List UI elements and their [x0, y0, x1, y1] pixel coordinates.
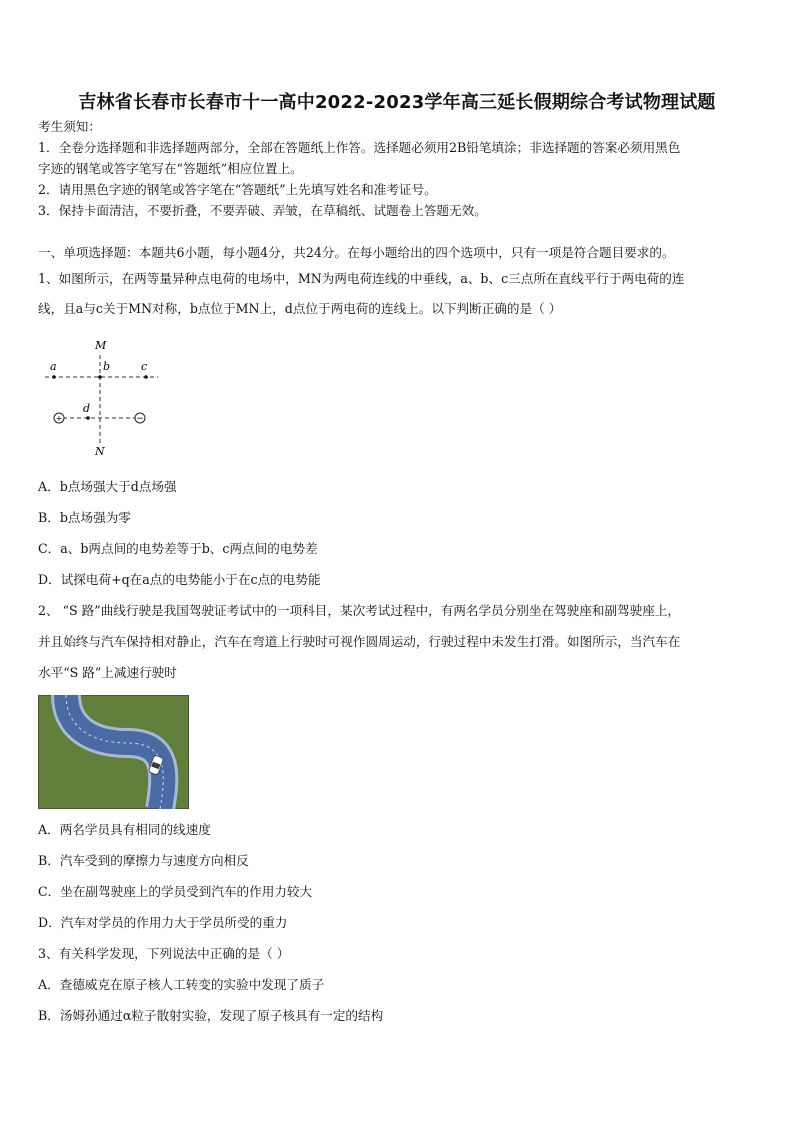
label-b: b — [103, 360, 111, 373]
notice-item-1: 1．全卷分选择题和非选择题两部分，全部在答题纸上作答。选择题必须用2B铅笔填涂；非选择题的答案必须用黑色 — [38, 140, 681, 155]
q1-option-d: D．试探电荷+q在a点的电势能小于在c点的电势能 — [38, 572, 321, 587]
label-M: M — [95, 339, 107, 352]
q2-option-d: D．汽车对学员的作用力大于学员所受的重力 — [38, 915, 288, 930]
q2-option-a: A．两名学员具有相同的线速度 — [38, 822, 211, 837]
point-b — [98, 375, 102, 379]
label-a: a — [50, 360, 57, 373]
q3-option-a: A．查德威克在原子核人工转变的实验中发现了质子 — [38, 977, 325, 992]
point-c — [144, 375, 148, 379]
q2-option-c: C．坐在副驾驶座上的学员受到汽车的作用力较大 — [38, 884, 313, 899]
label-d: d — [83, 402, 91, 415]
page-title: 吉林省长春市长春市十一高中2022-2023学年高三延长假期综合考试物理试题 — [78, 92, 716, 113]
notice-heading: 考生须知： — [38, 119, 101, 134]
q2-stem-line3: 水平“S 路”上减速行驶时 — [38, 665, 177, 680]
q1-figure — [40, 335, 170, 460]
q1-stem-line2: 线，且a与c关于MN对称，b点位于MN上，d点位于两电荷的连线上。以下判断正确的是（ ） — [38, 301, 562, 316]
q2-stem-line2: 并且始终与汽车保持相对静止，汽车在弯道上行驶时可视作圆周运动，行驶过程中未发生打滑。如图所示，当汽车在 — [38, 634, 681, 649]
point-a — [52, 375, 56, 379]
label-c: c — [141, 360, 148, 373]
q1-option-c: C．a、b两点间的电势差等于b、c两点间的电势差 — [38, 541, 318, 556]
q3-stem: 3、有关科学发现，下列说法中正确的是（ ） — [38, 946, 290, 961]
q3-option-b: B．汤姆孙通过α粒子散射实验，发现了原子核具有一定的结构 — [38, 1008, 384, 1023]
section-header: 一、单项选择题：本题共6小题，每小题4分，共24分。在每小题给出的四个选项中，只有一项是符合题目要求的。 — [38, 245, 675, 260]
label-N: N — [95, 445, 105, 458]
notice-item-3: 3．保持卡面清洁，不要折叠，不要弄破、弄皱，在草稿纸、试题卷上答题无效。 — [38, 203, 487, 218]
q1-option-b: B．b点场强为零 — [38, 510, 131, 525]
s-road-figure — [38, 695, 189, 809]
notice-item-1-cont: 字迹的钢笔或答字笔写在“答题纸”相应位置上。 — [38, 161, 303, 176]
q1-option-a: A．b点场强大于d点场强 — [38, 479, 177, 494]
q1-stem-line1: 1、如图所示，在两等量异种点电荷的电场中，MN为两电荷连线的中垂线，a、b、c三点所在直线平行于两电荷的连 — [38, 271, 685, 286]
point-d — [86, 416, 90, 420]
q2-option-b: B．汽车受到的摩擦力与速度方向相反 — [38, 853, 249, 868]
positive-charge-sign: + — [55, 414, 63, 423]
q2-stem-line1: 2、 “S 路”曲线行驶是我国驾驶证考试中的一项科目，某次考试过程中，有两名学员分别坐在驾驶座和副驾驶座上， — [38, 603, 681, 618]
negative-charge-sign: − — [136, 414, 144, 424]
notice-item-2: 2．请用黑色字迹的钢笔或答字笔在“答题纸”上先填写姓名和准考证号。 — [38, 182, 437, 197]
